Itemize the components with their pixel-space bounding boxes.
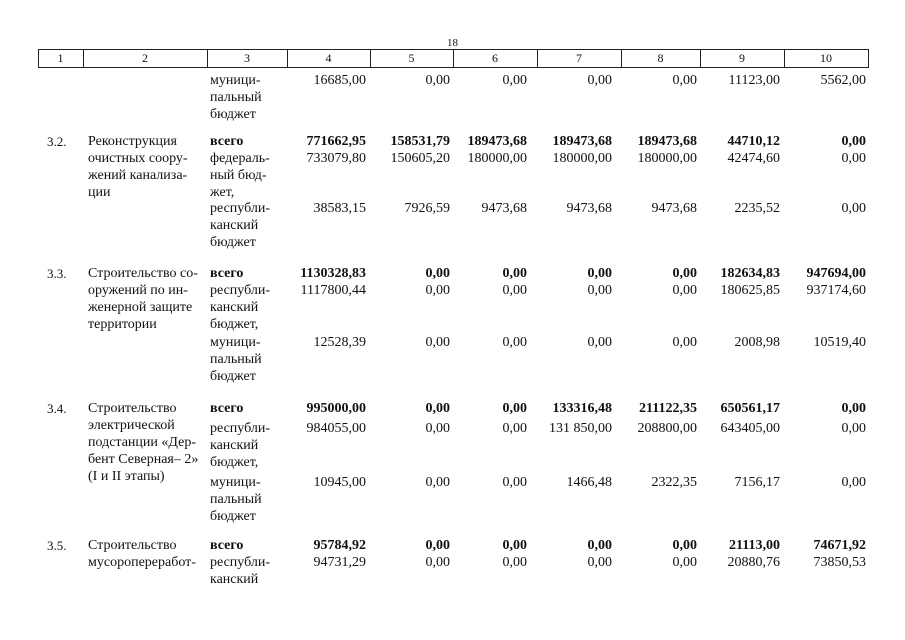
header-col-6: 6 bbox=[492, 51, 498, 65]
description-line: электрической bbox=[88, 418, 175, 433]
value-cell-col-7: 0,00 bbox=[587, 73, 612, 88]
value-cell-col-7: 1466,48 bbox=[566, 475, 612, 490]
header-col-8: 8 bbox=[657, 51, 664, 65]
description-line: Строительство bbox=[88, 538, 177, 553]
value-cell-col-4: 16685,00 bbox=[313, 73, 366, 88]
value-cell-col-6: 0,00 bbox=[502, 335, 527, 350]
funding-source bbox=[210, 554, 290, 588]
value-cell-col-4: 38583,15 bbox=[313, 201, 366, 216]
value-cell-col-9: 11123,00 bbox=[728, 73, 780, 88]
funding-source bbox=[210, 150, 290, 201]
funding-source-line: всего bbox=[210, 266, 244, 281]
value-cell-col-6: 9473,68 bbox=[481, 201, 527, 216]
funding-source-line: муници- bbox=[210, 73, 261, 88]
funding-source bbox=[210, 537, 290, 554]
value-cell-col-7: 0,00 bbox=[587, 266, 612, 281]
header-col-5: 5 bbox=[408, 51, 415, 65]
value-cell-col-9: 20880,76 bbox=[727, 555, 780, 570]
value-cell-col-7: 0,00 bbox=[587, 283, 612, 298]
value-cell-col-5: 0,00 bbox=[425, 555, 450, 570]
value-cell-col-5: 0,00 bbox=[425, 266, 450, 281]
funding-source-line: всего bbox=[210, 538, 244, 553]
value-cell-col-8: 189473,68 bbox=[637, 134, 697, 149]
funding-source-line: пальный bbox=[210, 90, 262, 105]
value-cell-col-9: 182634,83 bbox=[720, 266, 780, 281]
value-cell-col-9: 2235,52 bbox=[734, 201, 780, 216]
funding-source-line: пальный bbox=[210, 492, 262, 507]
funding-source-line: федераль- bbox=[210, 151, 270, 166]
row-description bbox=[88, 265, 206, 333]
header-col-4: 4 bbox=[325, 51, 332, 65]
funding-source-line: канский bbox=[210, 218, 259, 233]
value-cell-col-5: 0,00 bbox=[425, 421, 450, 436]
value-cell-col-5: 0,00 bbox=[425, 283, 450, 298]
row-description bbox=[88, 537, 206, 571]
value-cell-col-9: 643405,00 bbox=[720, 421, 780, 436]
value-cell-col-4: 995000,00 bbox=[306, 401, 366, 416]
funding-source-line: бюджет bbox=[210, 509, 256, 524]
header-col-10: 10 bbox=[820, 51, 832, 65]
header-col-9: 9 bbox=[739, 51, 745, 65]
funding-source bbox=[210, 282, 290, 333]
row-number: 3.3. bbox=[47, 266, 67, 281]
value-cell-col-4: 94731,29 bbox=[313, 555, 366, 570]
value-cell-col-7: 0,00 bbox=[587, 555, 612, 570]
value-cell-col-10: 0,00 bbox=[841, 134, 866, 149]
value-cell-col-6: 0,00 bbox=[502, 283, 527, 298]
row-description bbox=[88, 400, 206, 485]
value-cell-col-7: 9473,68 bbox=[566, 201, 612, 216]
description-line: жений канализа- bbox=[88, 168, 188, 183]
value-cell-col-4: 1117800,44 bbox=[300, 283, 366, 298]
funding-source-line: бюджет bbox=[210, 107, 256, 122]
funding-source-line: всего bbox=[210, 401, 244, 416]
value-cell-col-5: 0,00 bbox=[425, 401, 450, 416]
funding-source-line: канский bbox=[210, 300, 259, 315]
row-description bbox=[88, 133, 206, 201]
value-cell-col-4: 733079,80 bbox=[306, 151, 366, 166]
description-line: оружений по ин- bbox=[88, 283, 188, 298]
funding-source bbox=[210, 200, 290, 251]
value-cell-col-8: 0,00 bbox=[672, 73, 697, 88]
value-cell-col-9: 21113,00 bbox=[729, 538, 780, 553]
value-cell-col-8: 0,00 bbox=[672, 555, 697, 570]
funding-source bbox=[210, 474, 290, 525]
value-cell-col-5: 150605,20 bbox=[390, 151, 450, 166]
header-col-1: 1 bbox=[57, 51, 64, 65]
value-cell-col-10: 0,00 bbox=[841, 475, 866, 490]
value-cell-col-8: 211122,35 bbox=[639, 401, 697, 416]
funding-source bbox=[210, 420, 290, 471]
funding-source-line: жет, bbox=[210, 185, 235, 200]
value-cell-col-8: 9473,68 bbox=[651, 201, 697, 216]
funding-source-line: республи- bbox=[210, 283, 270, 298]
description-line: очистных соору- bbox=[88, 151, 188, 166]
funding-source-line: республи- bbox=[210, 555, 270, 570]
value-cell-col-9: 2008,98 bbox=[734, 335, 780, 350]
value-cell-col-6: 0,00 bbox=[502, 475, 527, 490]
value-cell-col-10: 0,00 bbox=[841, 201, 866, 216]
header-col-2: 2 bbox=[142, 51, 148, 65]
row-number: 3.4. bbox=[47, 401, 67, 416]
value-cell-col-5: 0,00 bbox=[425, 538, 450, 553]
value-cell-col-4: 12528,39 bbox=[313, 335, 366, 350]
header-col-3: 3 bbox=[244, 51, 250, 65]
description-line: Строительство bbox=[88, 401, 177, 416]
funding-source bbox=[210, 133, 290, 150]
funding-source-line: муници- bbox=[210, 335, 261, 350]
value-cell-col-7: 0,00 bbox=[587, 538, 612, 553]
value-cell-col-6: 0,00 bbox=[502, 421, 527, 436]
funding-source-line: бюджет, bbox=[210, 317, 259, 332]
value-cell-col-7: 180000,00 bbox=[552, 151, 612, 166]
funding-source bbox=[210, 265, 290, 282]
value-cell-col-10: 73850,53 bbox=[813, 555, 866, 570]
row-number: 3.5. bbox=[47, 538, 67, 553]
description-line: (I и II этапы) bbox=[88, 469, 165, 484]
header-column-divider bbox=[868, 49, 869, 68]
funding-source-line: канский bbox=[210, 438, 259, 453]
value-cell-col-10: 947694,00 bbox=[806, 266, 866, 281]
value-cell-col-7: 0,00 bbox=[587, 335, 612, 350]
value-cell-col-5: 158531,79 bbox=[390, 134, 450, 149]
value-cell-col-10: 74671,92 bbox=[813, 538, 866, 553]
value-cell-col-9: 7156,17 bbox=[734, 475, 780, 490]
funding-source-line: бюджет bbox=[210, 369, 256, 384]
value-cell-col-6: 189473,68 bbox=[467, 134, 527, 149]
value-cell-col-5: 0,00 bbox=[425, 335, 450, 350]
funding-source bbox=[210, 72, 290, 123]
value-cell-col-8: 180000,00 bbox=[637, 151, 697, 166]
value-cell-col-10: 10519,40 bbox=[813, 335, 866, 350]
value-cell-col-9: 44710,12 bbox=[727, 134, 780, 149]
value-cell-col-4: 1130328,83 bbox=[300, 266, 366, 281]
description-line: мусоропереработ- bbox=[88, 555, 196, 570]
value-cell-col-6: 0,00 bbox=[502, 401, 527, 416]
value-cell-col-9: 42474,60 bbox=[727, 151, 780, 166]
value-cell-col-4: 771662,95 bbox=[306, 134, 366, 149]
funding-source-line: ный бюд- bbox=[210, 168, 267, 183]
value-cell-col-10: 5562,00 bbox=[820, 73, 866, 88]
value-cell-col-10: 0,00 bbox=[841, 421, 866, 436]
value-cell-col-5: 0,00 bbox=[425, 73, 450, 88]
funding-source bbox=[210, 400, 290, 417]
value-cell-col-7: 131 850,00 bbox=[549, 421, 612, 436]
value-cell-col-8: 0,00 bbox=[672, 283, 697, 298]
funding-source-line: канский bbox=[210, 572, 259, 587]
description-line: подстанции «Дер- bbox=[88, 435, 196, 450]
value-cell-col-6: 0,00 bbox=[502, 266, 527, 281]
value-cell-col-10: 0,00 bbox=[841, 151, 866, 166]
value-cell-col-9: 180625,85 bbox=[720, 283, 780, 298]
funding-source-line: пальный bbox=[210, 352, 262, 367]
funding-source bbox=[210, 334, 290, 385]
value-cell-col-8: 0,00 bbox=[672, 538, 697, 553]
value-cell-col-10: 0,00 bbox=[841, 401, 866, 416]
description-line: ции bbox=[88, 185, 111, 200]
funding-source-line: всего bbox=[210, 134, 244, 149]
description-line: Реконструкция bbox=[88, 134, 177, 149]
header-col-7: 7 bbox=[576, 51, 582, 65]
value-cell-col-8: 2322,35 bbox=[651, 475, 697, 490]
value-cell-col-6: 0,00 bbox=[502, 538, 527, 553]
value-cell-col-8: 208800,00 bbox=[637, 421, 697, 436]
description-line: территории bbox=[88, 317, 157, 332]
value-cell-col-5: 7926,59 bbox=[404, 201, 450, 216]
page-number: 18 bbox=[447, 37, 458, 49]
value-cell-col-5: 0,00 bbox=[425, 475, 450, 490]
value-cell-col-6: 0,00 bbox=[502, 73, 527, 88]
funding-source-line: бюджет bbox=[210, 235, 256, 250]
value-cell-col-6: 0,00 bbox=[502, 555, 527, 570]
funding-source-line: бюджет, bbox=[210, 455, 259, 470]
funding-source-line: республи- bbox=[210, 201, 270, 216]
value-cell-col-10: 937174,60 bbox=[806, 283, 866, 298]
value-cell-col-4: 984055,00 bbox=[306, 421, 366, 436]
value-cell-col-4: 95784,92 bbox=[313, 538, 366, 553]
value-cell-col-6: 180000,00 bbox=[467, 151, 527, 166]
funding-source-line: республи- bbox=[210, 421, 270, 436]
value-cell-col-7: 189473,68 bbox=[552, 134, 612, 149]
funding-source-line: муници- bbox=[210, 475, 261, 490]
value-cell-col-9: 650561,17 bbox=[720, 401, 780, 416]
value-cell-col-4: 10945,00 bbox=[313, 475, 366, 490]
description-line: женерной защите bbox=[88, 300, 193, 315]
value-cell-col-8: 0,00 bbox=[672, 266, 697, 281]
value-cell-col-7: 133316,48 bbox=[552, 401, 612, 416]
value-cell-col-8: 0,00 bbox=[672, 335, 697, 350]
description-line: бент Северная– 2» bbox=[88, 452, 199, 467]
description-line: Строительство со- bbox=[88, 266, 198, 281]
row-number: 3.2. bbox=[47, 134, 67, 149]
